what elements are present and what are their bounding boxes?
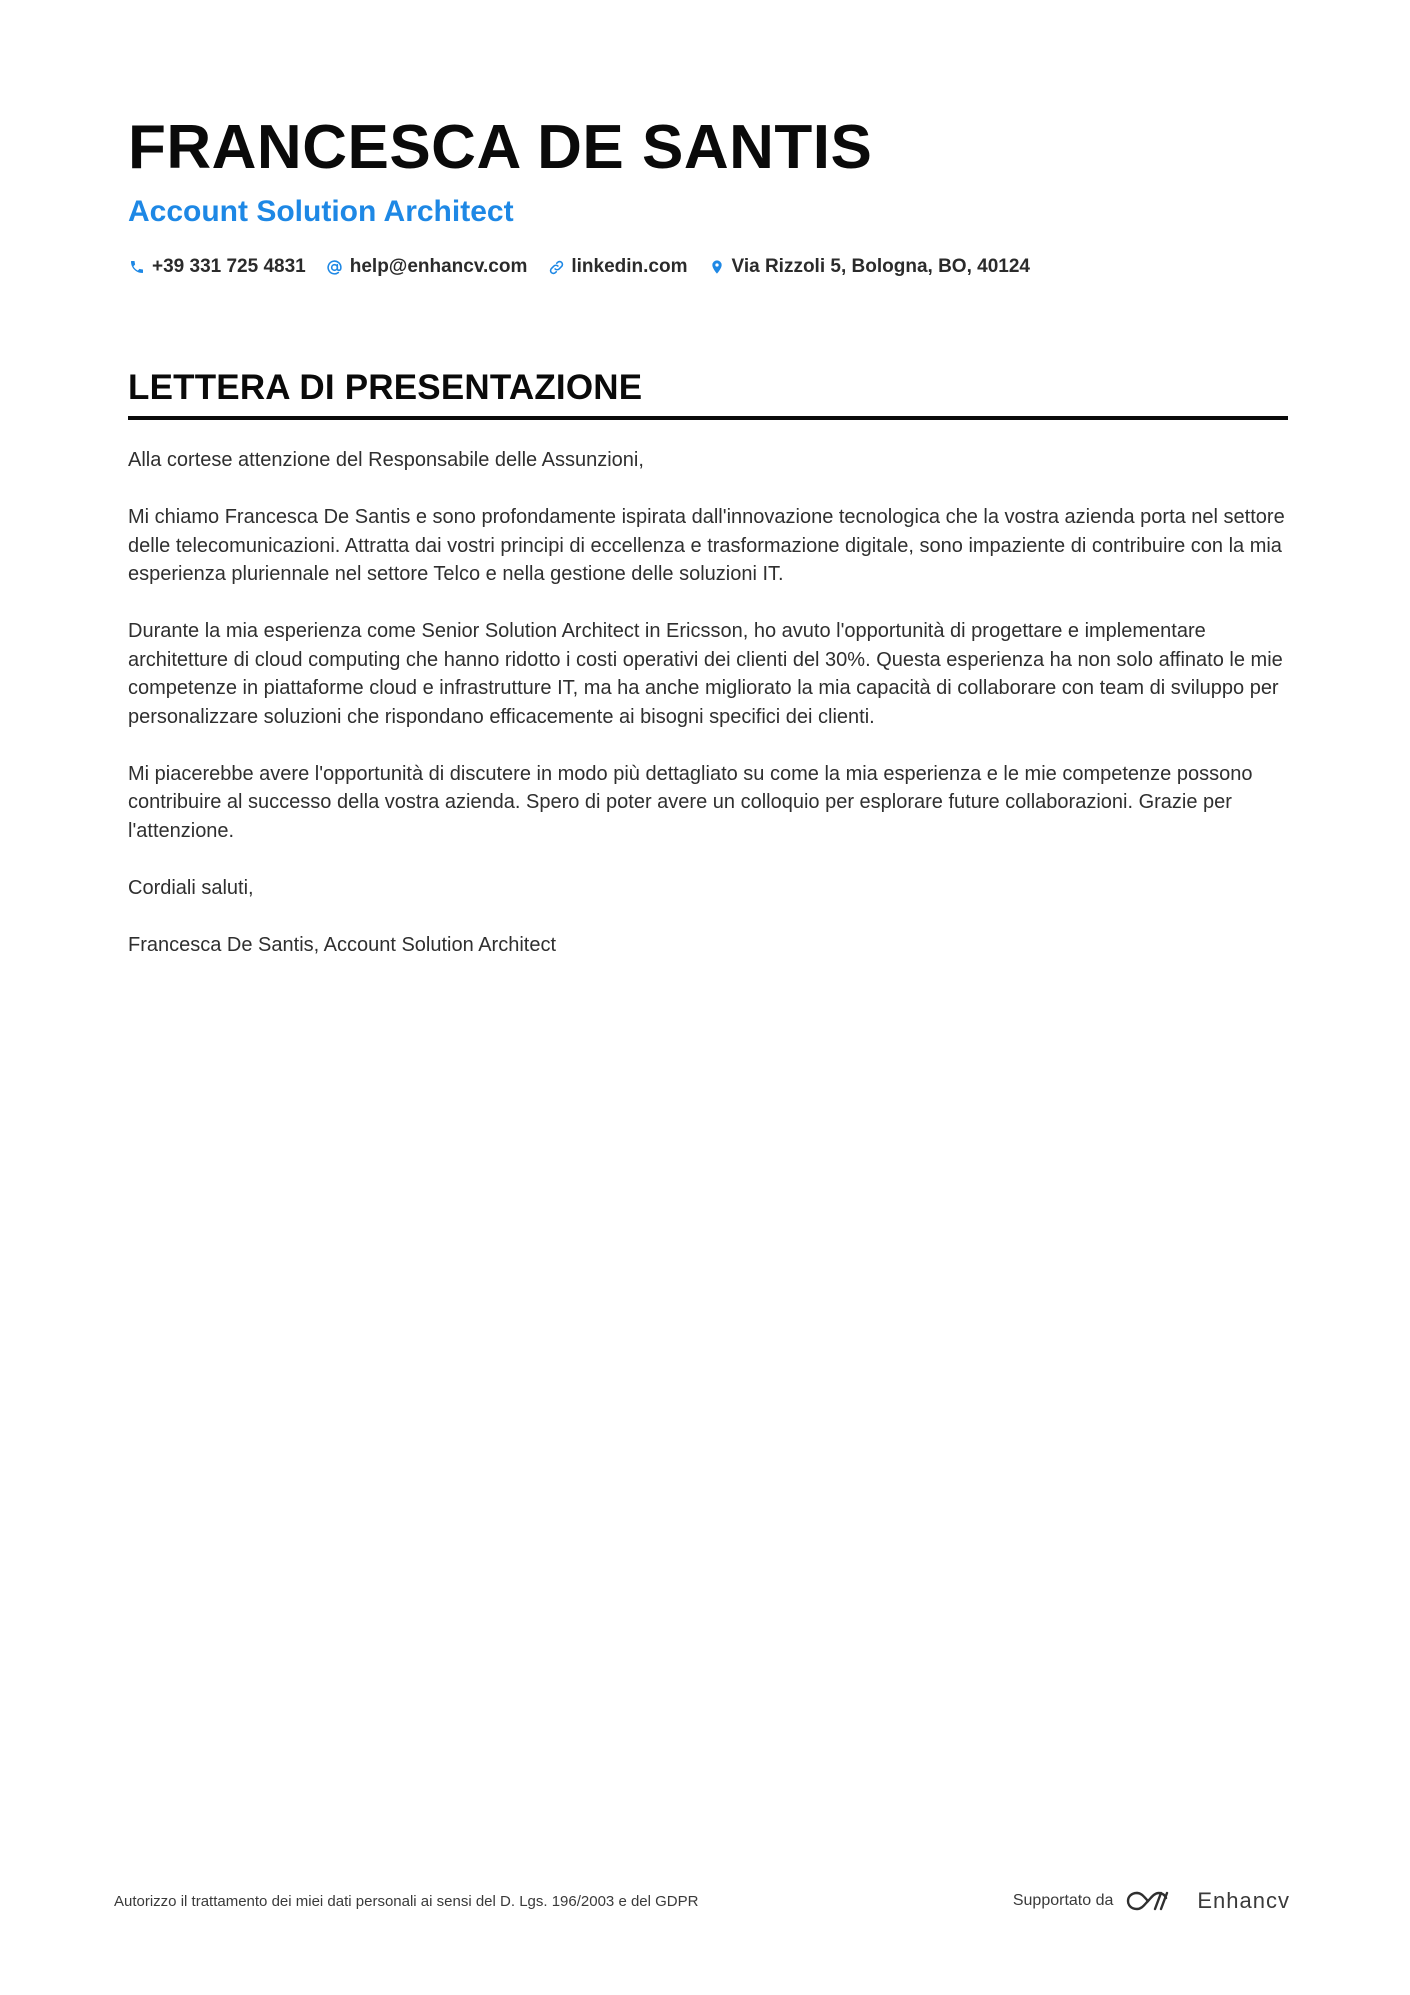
contact-phone[interactable] <box>128 256 306 278</box>
contact-address <box>708 256 1030 278</box>
phone-icon <box>128 258 146 276</box>
at-icon <box>326 258 344 276</box>
letter-paragraph: Durante la mia esperienza come Senior Solution Architect in Ericsson, ho avuto l'opportunità di progettare e implementare architetture di cloud computing che hanno ridotto i costi operativi dei clienti del 30%. Questa esperienza ha non solo affinato le mie competenze in piattaforme cloud e infrastrutture IT, ma ha anche migliorato la mia capacità di collaborare con team di sviluppo per personalizzare soluzioni che rispondano efficacemente ai bisogni specifici dei clienti. <box>128 620 1283 728</box>
powered-by[interactable] <box>1013 1888 1290 1914</box>
footer <box>114 1888 1290 1914</box>
link-icon <box>547 258 565 276</box>
contact-linkedin[interactable] <box>547 256 687 278</box>
section-title: LETTERA DI PRESENTAZIONE <box>128 368 643 407</box>
contact-bar <box>128 256 1288 278</box>
enhancv-logo-icon <box>1125 1889 1171 1913</box>
candidate-name: FRANCESCA DE SANTIS <box>128 113 873 182</box>
letter-closing: Cordiali saluti, <box>128 876 254 899</box>
letter-salutation: Alla cortese attenzione del Responsabile delle Assunzioni, <box>128 449 644 471</box>
letter-section <box>128 366 1288 988</box>
contact-email-text: help@enhancv.com <box>349 256 528 277</box>
location-pin-icon <box>708 258 726 276</box>
brand-name: Enhancv <box>1197 1888 1290 1913</box>
privacy-consent: Autorizzo il trattamento dei miei dati personali ai sensi del D. Lgs. 196/2003 e del GDPR <box>114 1892 699 1910</box>
candidate-role: Account Solution Architect <box>128 195 514 228</box>
letter-signature: Francesca De Santis, Account Solution Architect <box>128 933 556 956</box>
powered-by-label: Supportato da <box>1012 1892 1114 1909</box>
letter-paragraph: Mi piacerebbe avere l'opportunità di discutere in modo più dettagliato su come la mia esperienza e le mie competenze possono contribuire al successo della vostra azienda. Spero di poter avere un colloquio per esplorare future collaborazioni. Grazie per l'attenzione. <box>128 762 1253 842</box>
header <box>128 110 1288 278</box>
letter-body <box>128 446 1288 959</box>
contact-email[interactable] <box>326 256 528 278</box>
section-divider <box>128 416 1288 420</box>
contact-address-text: Via Rizzoli 5, Bologna, BO, 40124 <box>731 256 1030 277</box>
contact-linkedin-text: linkedin.com <box>571 256 688 277</box>
letter-paragraph: Mi chiamo Francesca De Santis e sono profondamente ispirata dall'innovazione tecnologica che la vostra azienda porta nel settore delle telecomunicazioni. Attratta dai vostri principi di eccellenza e trasformazione digitale, sono impaziente di contribuire con la mia esperienza pluriennale nel settore Telco e nella gestione delle soluzioni IT. <box>128 506 1285 585</box>
contact-phone-text: +39 331 725 4831 <box>152 256 306 277</box>
